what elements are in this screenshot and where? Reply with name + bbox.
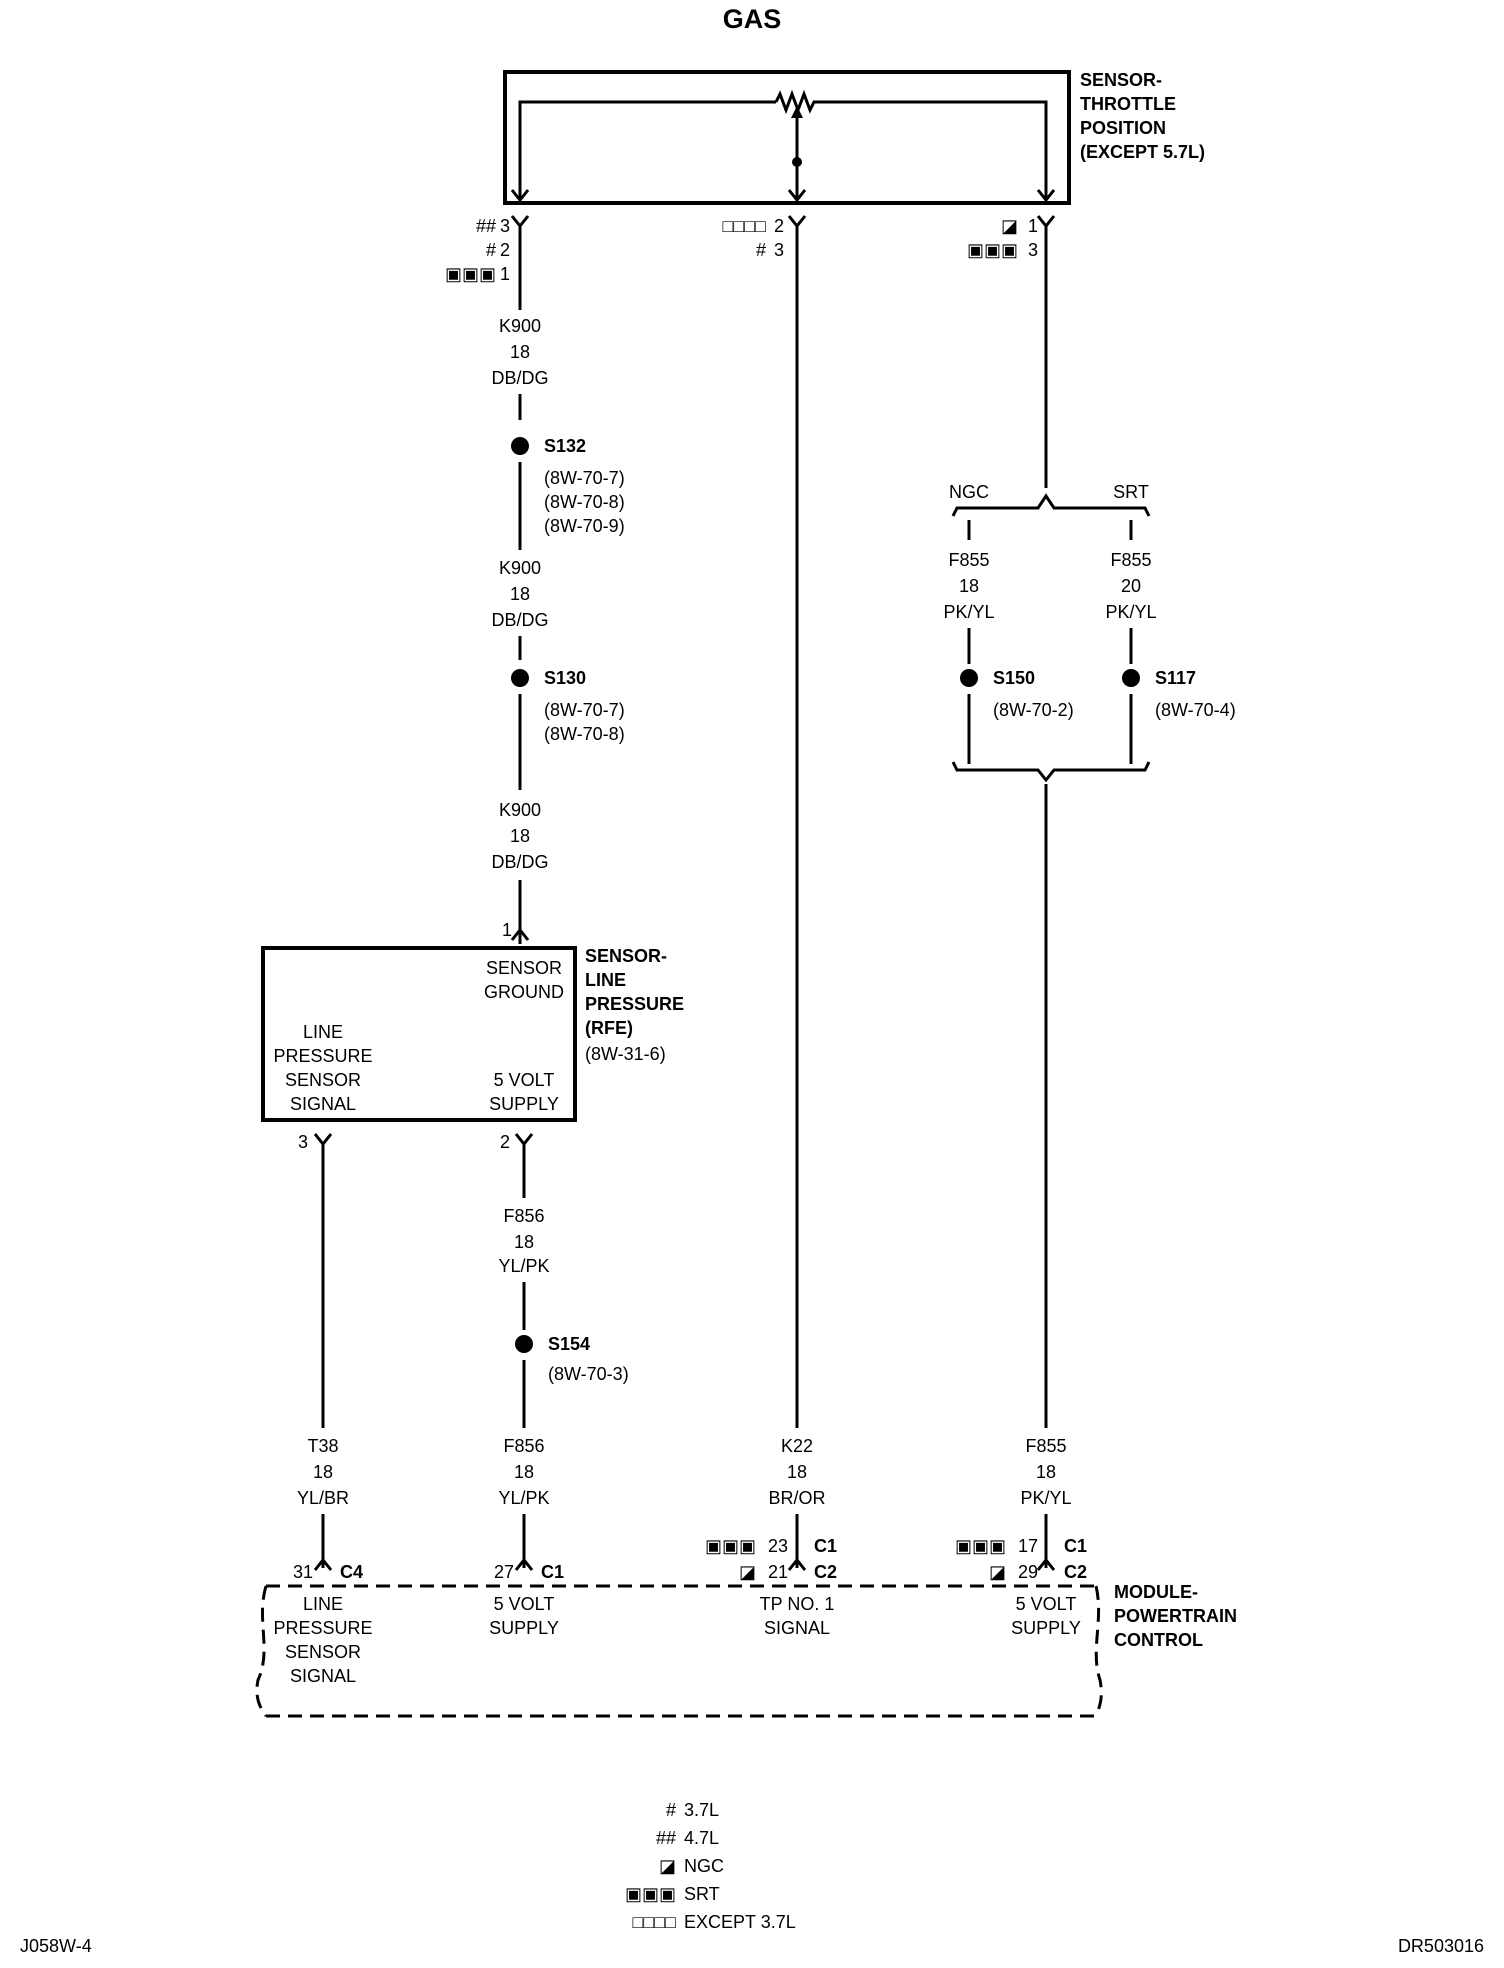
splice-label: S150: [993, 668, 1036, 688]
wire-label: DB/DG: [491, 610, 549, 630]
splice-label: S154: [548, 1334, 591, 1354]
splice-ref: (8W-70-3): [548, 1364, 629, 1384]
legend-text: 4.7L: [684, 1828, 720, 1848]
pcm-outline-left: [257, 1586, 266, 1716]
pcm-pin-label: SENSOR: [284, 1642, 362, 1662]
connector-id: C2: [814, 1562, 838, 1582]
splice-s130: [511, 669, 529, 687]
line-pressure-sensor: [263, 946, 684, 1152]
splice-s117: [1122, 669, 1140, 687]
pcm-pin-label: SIGNAL: [289, 1666, 357, 1686]
wire-label: T38: [307, 1436, 339, 1456]
tps-connector-right: [1038, 216, 1054, 226]
tps-title-line: THROTTLE: [1080, 94, 1176, 114]
circuit-k900: [491, 226, 624, 944]
splice-ref: (8W-70-7): [544, 700, 625, 720]
legend-symbol: #: [665, 1800, 676, 1820]
tps-title-line: POSITION: [1080, 118, 1167, 138]
splice-ref: (8W-70-8): [544, 492, 625, 512]
lps-label: SENSOR: [284, 1070, 362, 1090]
lps-label: 5 VOLT: [493, 1070, 555, 1090]
branch-bracket-bottom: [953, 762, 1149, 780]
pin-number: 1: [1027, 216, 1038, 236]
lps-ref: (8W-31-6): [585, 1044, 666, 1064]
tps-title-line: (EXCEPT 5.7L): [1080, 142, 1206, 162]
pcm-title-line: POWERTRAIN: [1114, 1606, 1237, 1626]
legend-text: 3.7L: [684, 1800, 720, 1820]
wire-label: F856: [503, 1206, 545, 1226]
connector-id: C4: [340, 1562, 364, 1582]
tps-connector-mid: [789, 216, 805, 226]
wire-label: PK/YL: [943, 602, 995, 622]
connector-id: C1: [814, 1536, 838, 1556]
lps-label: GROUND: [484, 982, 564, 1002]
wire-label: 18: [513, 1462, 535, 1482]
splice-label: S130: [544, 668, 587, 688]
pcm-pin-label: SUPPLY: [1011, 1618, 1081, 1638]
pcm-pin-label: TP NO. 1: [759, 1594, 835, 1614]
wire-label: YL/PK: [498, 1488, 550, 1508]
pcm-pin-label: SIGNAL: [763, 1618, 831, 1638]
lps-label: LINE: [302, 1022, 344, 1042]
footer-right-code: DR503016: [1397, 1936, 1484, 1956]
legend-text: NGC: [684, 1856, 724, 1876]
wire-label: K900: [498, 800, 542, 820]
wire-label: 18: [509, 342, 531, 362]
splice-s154: [515, 1335, 533, 1353]
branch-label-srt: SRT: [1113, 482, 1149, 502]
splice-ref: (8W-70-4): [1155, 700, 1236, 720]
tps-trace-right: [818, 102, 1046, 200]
circuit-t38: [297, 1144, 349, 1568]
circuit-f855: [943, 226, 1235, 1568]
pin-symbol: □□□□: [722, 216, 766, 236]
splice-s150: [960, 669, 978, 687]
pin-number: 2: [773, 216, 784, 236]
branch-label-ngc: NGC: [949, 482, 989, 502]
pin-number: 2: [499, 240, 510, 260]
pin-symbol: ▣▣▣: [444, 264, 496, 284]
tps-outline: [505, 72, 1069, 203]
pin-symbol: #: [485, 240, 496, 260]
pcm-pin-label: 5 VOLT: [1015, 1594, 1077, 1614]
pin-number: 3: [1027, 240, 1038, 260]
pcm-connectors: [293, 1536, 1087, 1582]
splice-ref: (8W-70-2): [993, 700, 1074, 720]
pcm-pin-label: SUPPLY: [489, 1618, 559, 1638]
pin-symbol: #: [755, 240, 766, 260]
splice-label: S132: [544, 436, 587, 456]
pin-symbol: ◪: [1000, 216, 1018, 236]
legend-symbol: ##: [655, 1828, 676, 1848]
lps-connector-signal: [315, 1134, 331, 1144]
pin-symbol: ◪: [988, 1562, 1006, 1582]
legend-symbol: ▣▣▣: [624, 1884, 676, 1904]
pin-number: 3: [297, 1132, 308, 1152]
wire-label: F856: [503, 1436, 545, 1456]
lps-title-line: LINE: [585, 970, 627, 990]
pcm-pin-label: LINE: [302, 1594, 344, 1614]
tps-title: [1080, 70, 1205, 162]
pin-symbol: ##: [475, 216, 496, 236]
wire-label: YL/PK: [498, 1256, 550, 1276]
wire-label: K22: [780, 1436, 814, 1456]
connector-id: C2: [1064, 1562, 1088, 1582]
wire-label: F855: [948, 550, 990, 570]
lps-label: SUPPLY: [489, 1094, 559, 1114]
pcm-pin-label: PRESSURE: [273, 1618, 373, 1638]
lps-connector-supply: [516, 1134, 532, 1144]
legend-symbol: □□□□: [632, 1912, 676, 1932]
wire-label: 18: [509, 826, 531, 846]
pin-number: 27: [493, 1562, 514, 1582]
throttle-position-sensor: [445, 70, 1205, 284]
tps-title-line: SENSOR-: [1080, 70, 1163, 90]
wire-label: YL/BR: [296, 1488, 350, 1508]
pin-number: 1: [499, 264, 510, 284]
tps-connector-left: [512, 216, 528, 226]
tps-trace-left: [520, 102, 776, 200]
pin-number: 23: [767, 1536, 788, 1556]
legend-text: EXCEPT 3.7L: [684, 1912, 796, 1932]
lps-label: PRESSURE: [273, 1046, 373, 1066]
pcm-title-line: MODULE-: [1114, 1582, 1198, 1602]
diagram-title: GAS: [722, 4, 782, 34]
pin-number: 29: [1017, 1562, 1038, 1582]
pin-number: 17: [1017, 1536, 1038, 1556]
wire-label: 18: [786, 1462, 808, 1482]
lps-title-line: PRESSURE: [585, 994, 685, 1014]
pin-number: 31: [292, 1562, 313, 1582]
wire-label: K900: [498, 558, 542, 578]
pin-symbol: ▣▣▣: [954, 1536, 1006, 1556]
pcm-title-line: CONTROL: [1114, 1630, 1203, 1650]
footer-left-code: J058W-4: [20, 1936, 92, 1956]
splice-ref: (8W-70-7): [544, 468, 625, 488]
circuit-f856: [498, 1144, 628, 1568]
pin-number: 3: [499, 216, 510, 236]
lps-label: SENSOR: [485, 958, 563, 978]
wire-label: PK/YL: [1020, 1488, 1072, 1508]
pin-number: 3: [773, 240, 784, 260]
wire-label: DB/DG: [491, 368, 549, 388]
lps-title-line: (RFE): [585, 1018, 633, 1038]
wire-label: BR/OR: [768, 1488, 826, 1508]
powertrain-control-module: [257, 1582, 1237, 1716]
wire-label: PK/YL: [1105, 602, 1157, 622]
pin-number: 2: [499, 1132, 510, 1152]
legend-text: SRT: [684, 1884, 720, 1904]
wire-label: F855: [1025, 1436, 1067, 1456]
circuit-k22: [768, 226, 825, 1568]
pin-symbol: ▣▣▣: [966, 240, 1018, 260]
wire-label: 18: [509, 584, 531, 604]
tps-wiper-arrow: [791, 106, 803, 118]
wire-label: F855: [1110, 550, 1152, 570]
pin-symbol: ◪: [738, 1562, 756, 1582]
splice-ref: (8W-70-8): [544, 724, 625, 744]
tps-junction-dot: [792, 157, 802, 167]
splice-label: S117: [1155, 668, 1197, 688]
wire-label: 18: [1035, 1462, 1057, 1482]
legend-symbol: ◪: [658, 1856, 676, 1876]
pin-number: 21: [767, 1562, 788, 1582]
splice-s132: [511, 437, 529, 455]
connector-id: C1: [541, 1562, 565, 1582]
lps-title-line: SENSOR-: [585, 946, 668, 966]
wire-label: 18: [513, 1232, 535, 1252]
wire-label: 18: [312, 1462, 334, 1482]
pin-symbol: ▣▣▣: [704, 1536, 756, 1556]
wire-label: K900: [498, 316, 542, 336]
pin-number: 1: [501, 920, 512, 940]
wire-label: DB/DG: [491, 852, 549, 872]
legend: [625, 1800, 796, 1932]
pcm-pin-label: 5 VOLT: [493, 1594, 555, 1614]
wire-label: 20: [1120, 576, 1142, 596]
pcm-outline-right: [1096, 1586, 1101, 1716]
wire-label: 18: [958, 576, 980, 596]
lps-label: SIGNAL: [289, 1094, 357, 1114]
connector-id: C1: [1064, 1536, 1088, 1556]
splice-ref: (8W-70-9): [544, 516, 625, 536]
